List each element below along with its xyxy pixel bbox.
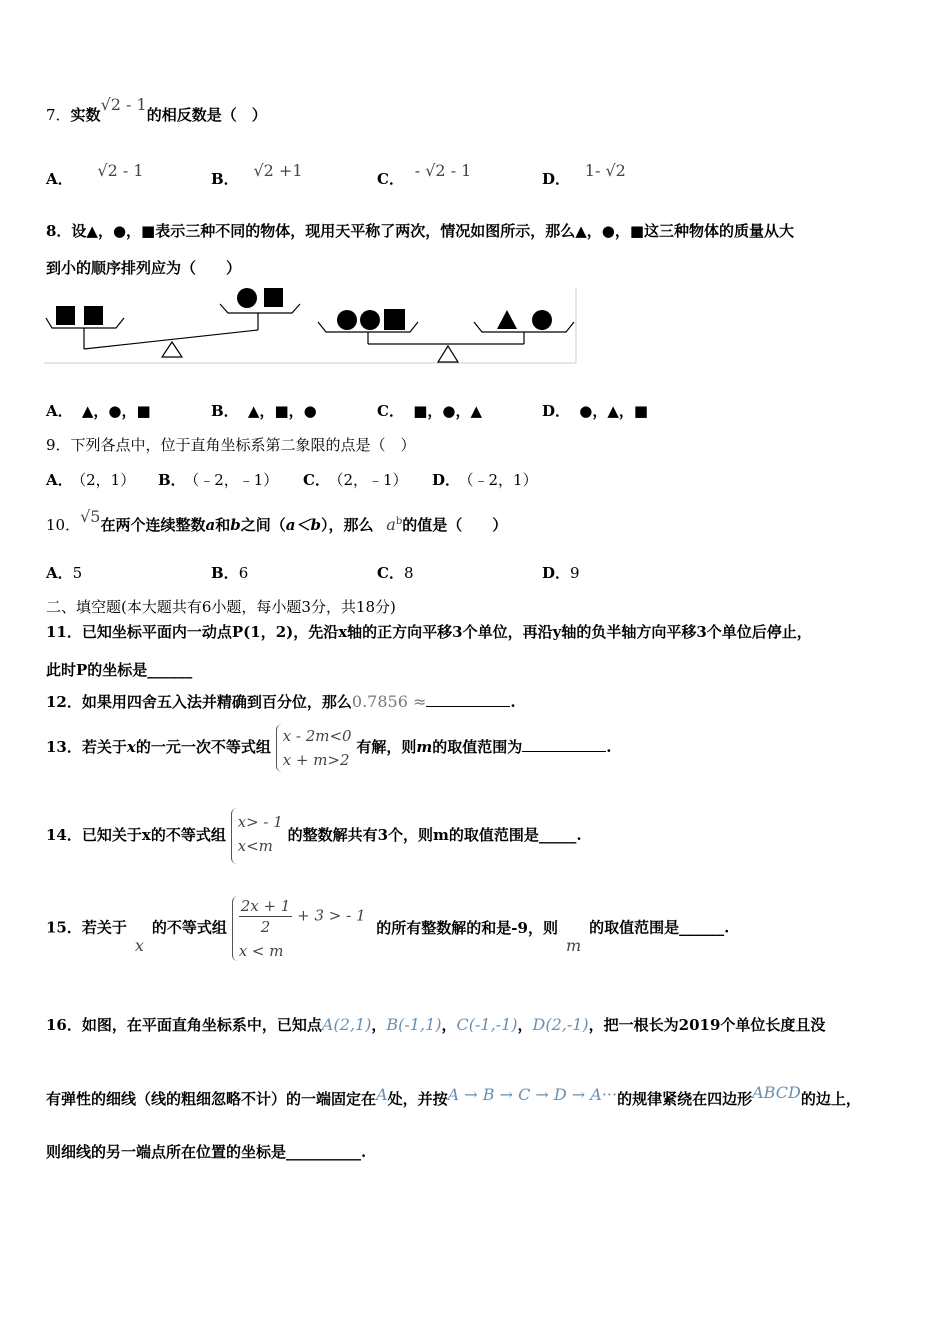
q9-option-a[interactable]: A． （2，1） <box>46 471 136 489</box>
balance-right <box>318 322 574 362</box>
q12-expression: 0.7856 ≈ <box>351 692 427 711</box>
q14-inequality-system: x> - 1 x<m <box>231 808 283 864</box>
square-shape <box>84 306 103 325</box>
q10-option-c[interactable]: C．8 <box>377 564 414 582</box>
square-shape <box>384 309 405 330</box>
point-d: D(2,-1) <box>532 1015 589 1034</box>
q16-stem-line2: 有弹性的细线（线的粗细忽略不计）的一端固定在A处，并按A → B → C → D → A···的规律紧绕在四边形ABCD的边上， <box>46 1083 861 1108</box>
q10-option-b[interactable]: B．6 <box>211 564 249 582</box>
q10-option-a[interactable]: A．5 <box>46 564 83 582</box>
q13-stem: 13．若关于x的一元一次不等式组 x - 2m<0 x + m>2 有解，则m的取值范围为 . <box>46 724 612 772</box>
q9-option-c[interactable]: C． （2，﹣1） <box>303 471 408 489</box>
q8-stem-line1: 8．设▲，●，■表示三种不同的物体，现用天平称了两次，情况如图所示，那么▲，●，■这三种物体的质量从大 <box>46 222 795 240</box>
q7-number: 7． <box>46 106 71 124</box>
q10-power: a <box>386 515 396 534</box>
point-b: B(-1,1) <box>386 1015 442 1034</box>
q7-stem-post: 的相反数是（ ） <box>146 106 267 124</box>
q8-balance-figure <box>44 286 578 366</box>
q15-stem: 15．若关于x的不等式组 $\frac{2x + 1}{2}$ + 3 > - 1 x < m 的所有整数解的和是-9，则m的取值范围是______. <box>46 897 730 960</box>
quadrilateral-name: ABCD <box>752 1083 801 1102</box>
q14-stem: 14．已知关于x的不等式组 x> - 1 x<m 的整数解共有3个，则m的取值范围是_____. <box>46 808 582 864</box>
q12-answer-blank[interactable] <box>426 706 510 707</box>
q11-stem-line2: 此时P的坐标是______ <box>46 661 193 679</box>
q7-expression: √2 - 1 <box>100 95 147 114</box>
q16-stem-line1: 16．如图，在平面直角坐标系中，已知点A(2,1)，B(-1,1)，C(-1,-1)，D(2,-1)，把一根长为2019个单位长度且没 <box>46 1015 826 1034</box>
q7-option-b[interactable]: B． √2 +1 <box>211 161 303 188</box>
q13-answer-blank[interactable] <box>522 751 606 752</box>
square-shape <box>264 288 283 307</box>
q15-inequality-system: $\frac{2x + 1}{2}$ + 3 > - 1 x < m <box>232 896 366 961</box>
path-sequence: A → B → C → D → A··· <box>447 1085 618 1104</box>
q10-stem: 10．√5在两个连续整数a和b之间（a＜b），那么 $a^b$的值是（ ） <box>46 507 508 534</box>
square-shape <box>56 306 75 325</box>
q7-stem <box>46 95 267 125</box>
section-heading: 二、填空题(本大题共有6小题，每小题3分，共18分) <box>46 598 396 616</box>
q9-option-d[interactable]: D． （﹣2，1） <box>432 471 538 489</box>
circle-shape <box>237 288 257 308</box>
q13-inequality-system: x - 2m<0 x + m>2 <box>276 724 352 772</box>
point-c: C(-1,-1) <box>456 1015 518 1034</box>
q7-option-a[interactable]: A． √2 - 1 <box>46 161 144 188</box>
point-a: A(2,1) <box>321 1015 372 1034</box>
q10-sqrt5: √5 <box>80 507 101 526</box>
q7-stem-pre: 实数 <box>70 106 101 124</box>
q8-option-d[interactable]: D． ●，▲，■ <box>542 402 649 420</box>
q8-stem-line2: 到小的顺序排列应为（ ） <box>46 259 242 277</box>
q16-stem-line3: 则细线的另一端点所在位置的坐标是__________. <box>46 1143 367 1161</box>
circle-shape <box>337 310 357 330</box>
q8-option-b[interactable]: B． ▲，■，● <box>211 402 317 420</box>
circle-shape <box>532 310 552 330</box>
q9-option-b[interactable]: B． （﹣2，﹣1） <box>158 471 279 489</box>
q7-option-d[interactable]: D． 1- √2 <box>542 161 626 188</box>
q8-option-a[interactable]: A． ▲，●，■ <box>46 402 151 420</box>
q9-stem: 9．下列各点中，位于直角坐标系第二象限的点是（ ） <box>46 436 416 454</box>
q11-stem-line1: 11．已知坐标平面内一动点P(1，2)，先沿x轴的正方向平移3个单位，再沿y轴的负半轴方向平移3个单位后停止， <box>46 623 812 641</box>
triangle-shape <box>497 310 517 329</box>
q7-option-c[interactable]: C． - √2 - 1 <box>377 161 472 188</box>
q12-stem: 12．如果用四舍五入法并精确到百分位，那么0.7856 ≈ . <box>46 692 516 711</box>
circle-shape <box>360 310 380 330</box>
q8-option-c[interactable]: C． ■，●，▲ <box>377 402 482 420</box>
q10-option-d[interactable]: D．9 <box>542 564 580 582</box>
